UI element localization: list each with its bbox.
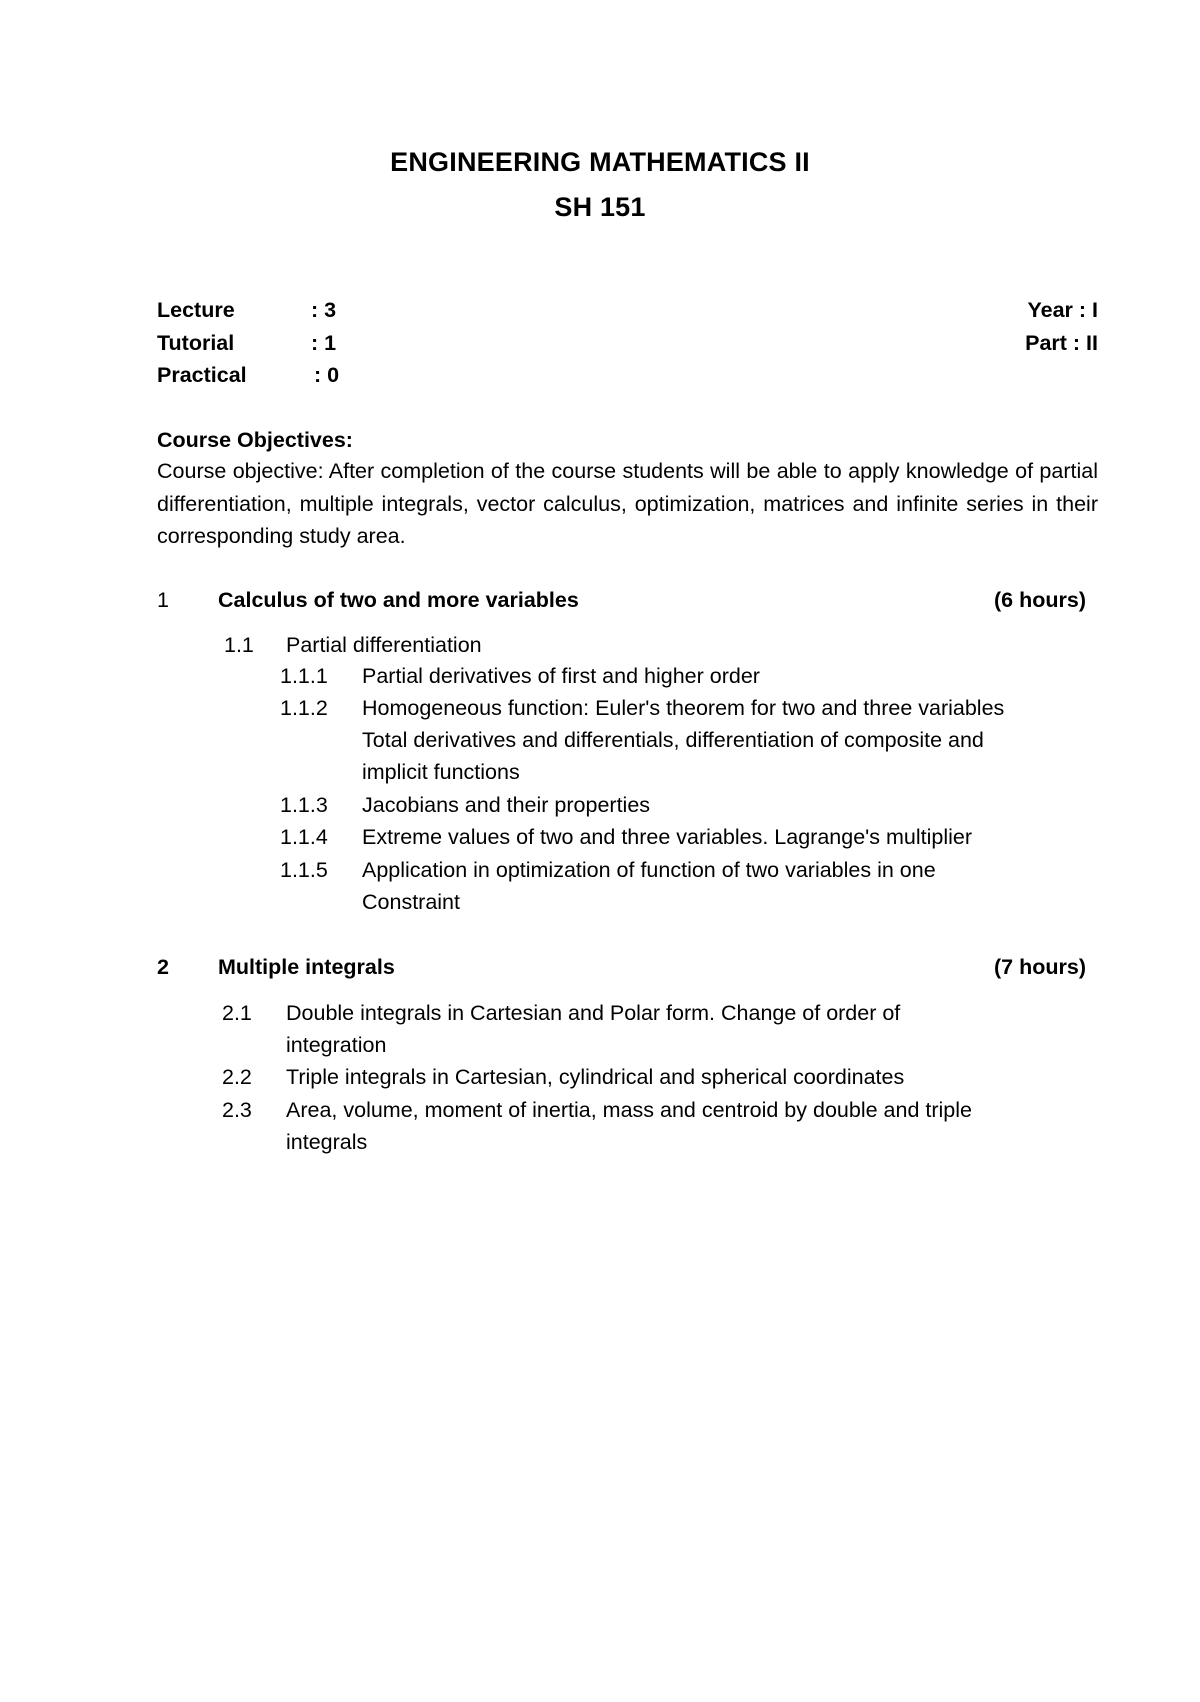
- part-value: Part : II: [1025, 331, 1098, 355]
- item-1-1-5-text-line-2: Constraint: [362, 890, 460, 914]
- subsection-1-1-title: Partial differentiation: [286, 633, 482, 657]
- item-1-1-3-text: Jacobians and their properties: [362, 793, 651, 817]
- item-2-1-text-line-2: integration: [286, 1033, 387, 1057]
- item-2-3-text-line-2: integrals: [286, 1130, 368, 1154]
- item-2-3-text-line-1: Area, volume, moment of inertia, mass and centroid by double and triple: [286, 1098, 972, 1122]
- item-1-1-4-number: 1.1.4: [280, 825, 328, 849]
- item-1-1-1-number: 1.1.1: [280, 664, 328, 688]
- item-1-1-4-text: Extreme values of two and three variables. Lagrange's multiplier: [362, 825, 972, 849]
- unit-1-hours: (6 hours): [994, 588, 1086, 612]
- item-1-1-2-text-line-2: Total derivatives and differentials, differentiation of composite and: [362, 728, 984, 752]
- item-2-2-number: 2.2: [222, 1065, 252, 1089]
- course-code: SH 151: [554, 192, 646, 222]
- item-1-1-1-text: Partial derivatives of first and higher order: [362, 664, 760, 688]
- item-2-3-number: 2.3: [222, 1098, 252, 1122]
- item-1-1-5-text-line-1: Application in optimization of function of two variables in one: [362, 858, 936, 882]
- tutorial-label: Tutorial: [157, 331, 235, 355]
- item-2-1-number: 2.1: [222, 1001, 252, 1025]
- subsection-1-1-number: 1.1: [224, 633, 254, 657]
- lecture-label: Lecture: [157, 298, 235, 322]
- item-1-1-3-number: 1.1.3: [280, 793, 328, 817]
- objectives-paragraph: Course objective: After completion of the course students will be able to apply knowledge of partial differentiation, multiple integrals, vector calculus, optimization, matrices and infinite series in their corresponding study area.: [157, 459, 1098, 548]
- lecture-value: : 3: [311, 298, 337, 322]
- tutorial-value: : 1: [311, 331, 337, 355]
- unit-2-hours: (7 hours): [994, 955, 1086, 979]
- practical-label: Practical: [157, 363, 247, 387]
- item-1-1-2-text-line-3: implicit functions: [362, 760, 520, 784]
- year-value: Year : I: [1027, 298, 1098, 322]
- objectives-heading: Course Objectives:: [157, 428, 353, 452]
- practical-value: : 0: [314, 363, 340, 387]
- unit-2-title: Multiple integrals: [218, 955, 395, 979]
- item-2-2-text: Triple integrals in Cartesian, cylindrical and spherical coordinates: [286, 1065, 905, 1089]
- item-1-1-2-text-line-1: Homogeneous function: Euler's theorem for two and three variables: [362, 696, 1005, 720]
- unit-1-number: 1: [157, 588, 169, 612]
- item-1-1-5-number: 1.1.5: [280, 858, 328, 882]
- item-2-1-text-line-1: Double integrals in Cartesian and Polar form. Change of order of: [286, 1001, 901, 1025]
- item-1-1-2-number: 1.1.2: [280, 696, 328, 720]
- unit-2-number: 2: [157, 955, 169, 979]
- course-title: ENGINEERING MATHEMATICS II: [390, 147, 810, 177]
- unit-1-title: Calculus of two and more variables: [218, 588, 579, 612]
